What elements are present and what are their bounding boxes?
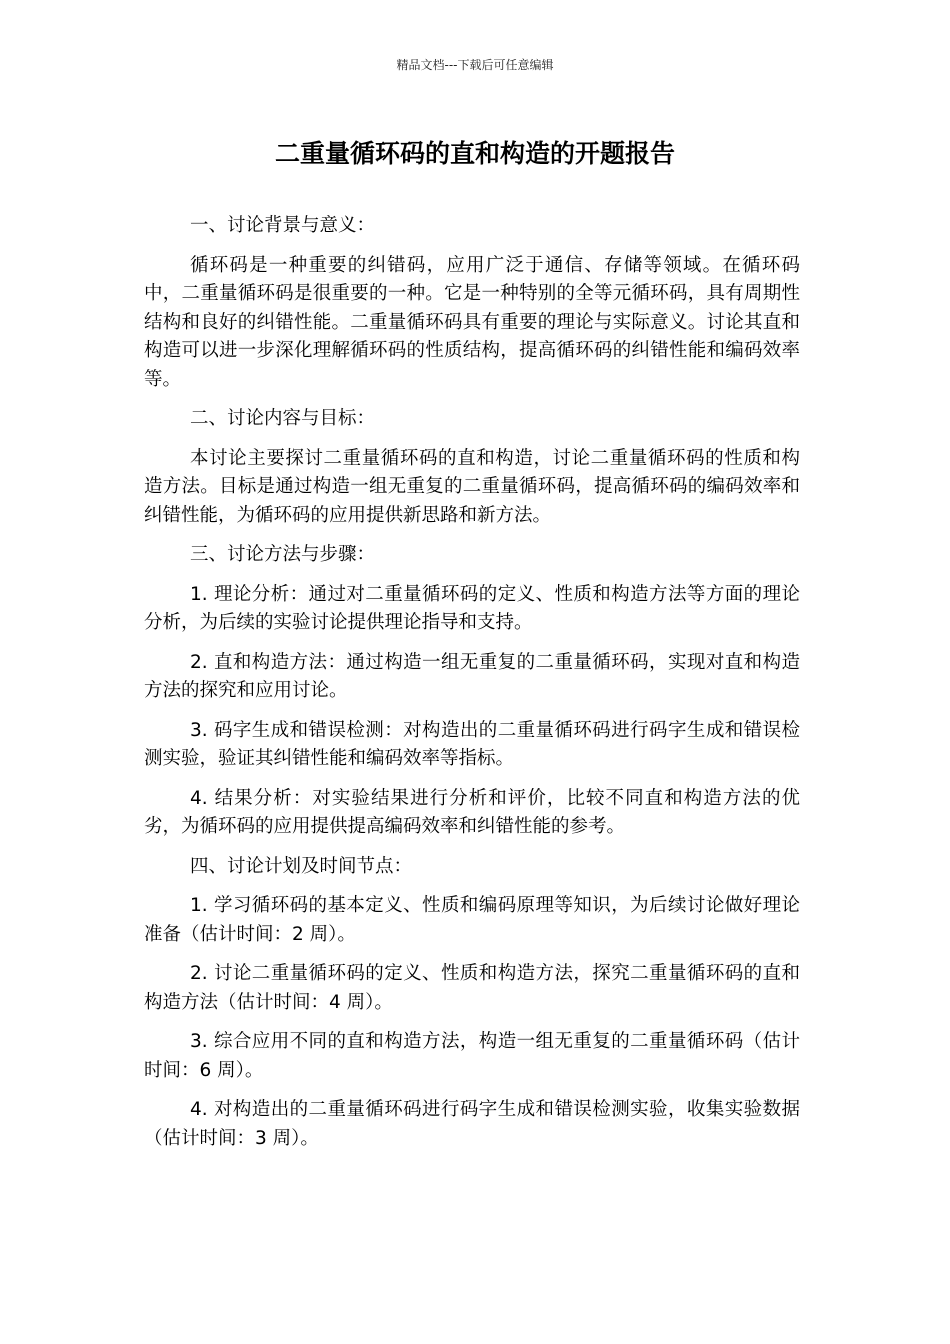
method-item-3: 3. 码字生成和错误检测：对构造出的二重量循环码进行码字生成和错误检测实验，验证其纠错性能和编码效率等指标。 <box>144 719 800 769</box>
plan-item-4: 4. 对构造出的二重量循环码进行码字生成和错误检测实验，收集实验数据（估计时间：3 周）。 <box>144 1099 800 1149</box>
plan-item-3: 3. 综合应用不同的直和构造方法，构造一组无重复的二重量循环码（估计时间：6 周）。 <box>144 1031 800 1081</box>
plan-item-2: 2. 讨论二重量循环码的定义、性质和构造方法，探究二重量循环码的直和构造方法（估计时间：4 周）。 <box>144 963 800 1013</box>
method-item-4: 4. 结果分析：对实验结果进行分析和评价，比较不同直和构造方法的优劣，为循环码的应用提供提高编码效率和纠错性能的参考。 <box>144 787 800 837</box>
section-heading-plan: 四、讨论计划及时间节点： <box>190 855 413 877</box>
paragraph-content-goals: 本讨论主要探讨二重量循环码的直和构造，讨论二重量循环码的性质和构造方法。目标是通过构造一组无重复的二重量循环码，提高循环码的编码效率和纠错性能，为循环码的应用提供新思路和新方法。 <box>144 447 800 526</box>
method-item-1: 1. 理论分析：通过对二重量循环码的定义、性质和构造方法等方面的理论分析，为后续的实验讨论提供理论指导和支持。 <box>144 583 800 633</box>
section-heading-methods: 三、讨论方法与步骤： <box>190 544 376 565</box>
page-header: 精品文档---下载后可任意编辑 <box>396 58 554 72</box>
plan-item-1: 1. 学习循环码的基本定义、性质和编码原理等知识，为后续讨论做好理论准备（估计时间：2 周）。 <box>144 895 800 945</box>
section-heading-background: 一、讨论背景与意义： <box>190 215 376 236</box>
paragraph-background: 循环码是一种重要的纠错码，应用广泛于通信、存储等领域。在循环码中，二重量循环码是很重要的一种。它是一种特别的全等元循环码，具有周期性结构和良好的纠错性能。二重量循环码具有重要的理论与实际意义。讨论其直和构造可以进一步深化理解循环码的性质结构，提高循环码的纠错性能和编码效率等。 <box>144 254 800 390</box>
document-body <box>144 212 800 1164</box>
document-title: 二重量循环码的直和构造的开题报告 <box>274 139 675 168</box>
method-item-2: 2. 直和构造方法：通过构造一组无重复的二重量循环码，实现对直和构造方法的探究和应用讨论。 <box>144 651 800 701</box>
section-heading-content-goals: 二、讨论内容与目标： <box>190 408 376 429</box>
